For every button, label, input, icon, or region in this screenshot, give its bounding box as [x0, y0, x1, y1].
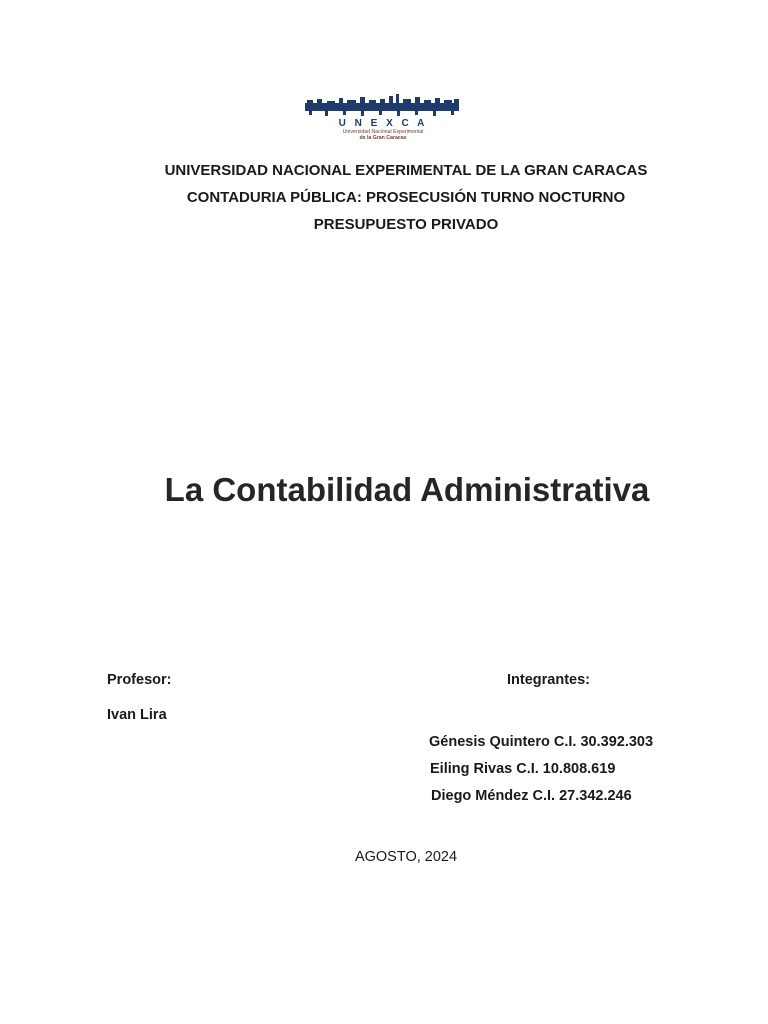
course-name: PRESUPUESTO PRIVADO — [313, 216, 499, 233]
logo-wordmark: U N E X C A — [338, 118, 428, 129]
member-item: Génesis Quintero C.I. 30.392.303 — [429, 734, 654, 750]
logo-subtitle-line2: de la Gran Caracas — [359, 135, 407, 140]
document-date: AGOSTO, 2024 — [354, 849, 458, 865]
professor-label: Profesor: — [107, 672, 172, 688]
university-name: UNIVERSIDAD NACIONAL EXPERIMENTAL DE LA GRAN CARACAS — [164, 162, 648, 179]
member-item: Eiling Rivas C.I. 10.808.619 — [430, 761, 616, 777]
logo-subtitle-line1: Universidad Nacional Experimental — [342, 129, 424, 135]
program-name: CONTADURIA PÚBLICA: PROSECUSIÓN TURNO NOCTURNO — [186, 189, 626, 206]
member-item: Diego Méndez C.I. 27.342.246 — [431, 788, 632, 804]
members-label: Integrantes: — [507, 672, 590, 688]
document-title: La Contabilidad Administrativa — [164, 471, 650, 508]
skyline-icon — [303, 94, 463, 140]
professor-name: Ivan Lira — [107, 707, 167, 723]
unexca-logo — [303, 94, 463, 140]
